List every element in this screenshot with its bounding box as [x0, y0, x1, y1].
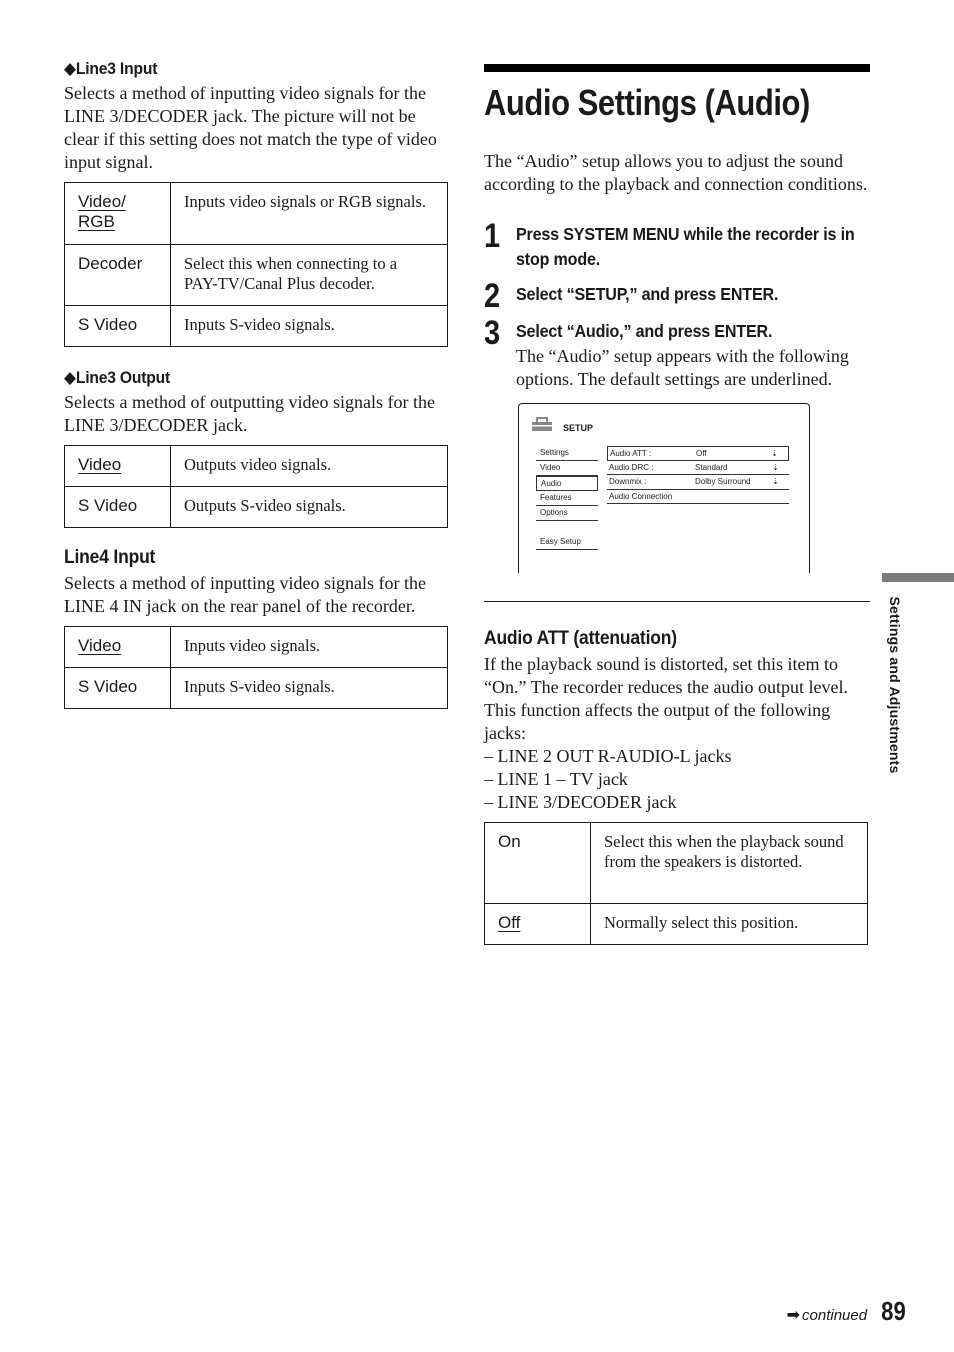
option-key: Decoder	[65, 245, 171, 306]
option-row-downmix[interactable]	[607, 475, 789, 490]
table-row	[485, 823, 868, 904]
option-key: S Video	[65, 487, 171, 528]
setup-title: SETUP	[563, 423, 594, 433]
list-item: – LINE 2 OUT R-AUDIO-L jacks	[484, 746, 732, 766]
menu-item-features[interactable]: Features	[536, 491, 598, 506]
line3-output-heading: ◆Line3 Output	[64, 368, 171, 387]
step-2	[484, 277, 870, 315]
line4-input-table	[64, 626, 448, 709]
option-key: Video	[65, 446, 171, 487]
option-desc: Outputs video signals.	[171, 446, 448, 487]
option-key: On	[485, 823, 591, 904]
option-desc: Inputs S-video signals.	[171, 668, 448, 709]
step-number: 2	[484, 277, 501, 315]
setup-toolbox-icon	[531, 416, 553, 432]
line4-input-text: Selects a method of inputting video signals for the LINE 4 IN jack on the rear panel of the recorder.	[64, 573, 426, 616]
line4-input-heading: Line4 Input	[64, 547, 156, 568]
section-side-label: Settings and Adjustments	[887, 596, 903, 774]
line3-input-text: Selects a method of inputting video signals for the LINE 3/DECODER jack. The picture will not be clear if this setting does not match the type of video input signal.	[64, 83, 437, 172]
step-3-note: The “Audio” setup appears with the following options. The default settings are underlined.	[516, 346, 849, 389]
menu-item-video[interactable]: Video	[536, 461, 598, 476]
down-arrow-icon: ⇣	[771, 449, 778, 458]
step-3	[484, 314, 870, 391]
down-arrow-icon: ⇣	[772, 462, 779, 472]
option-row-audio-att[interactable]	[607, 446, 789, 461]
jack-list	[484, 745, 870, 814]
list-item: – LINE 1 – TV jack	[484, 769, 628, 789]
audio-att-table	[484, 822, 868, 945]
left-column	[64, 58, 448, 709]
line3-output-table	[64, 445, 448, 528]
menu-item-settings[interactable]: Settings	[536, 446, 598, 461]
audio-options	[607, 446, 789, 504]
line3-input-table	[64, 182, 448, 347]
option-key: S Video	[65, 668, 171, 709]
down-arrow-icon: ⇣	[772, 477, 779, 486]
option-key: Video	[65, 627, 171, 668]
line3-output-text: Selects a method of outputting video signals for the LINE 3/DECODER jack.	[64, 392, 435, 435]
table-row	[65, 306, 448, 347]
table-row	[65, 627, 448, 668]
option-key: Video/ RGB	[65, 183, 171, 245]
option-desc: Normally select this position.	[591, 904, 868, 945]
option-value: Standard	[695, 462, 728, 472]
audio-att-text: If the playback sound is distorted, set this item to “On.” The recorder reduces the audio output level. This function affects the output of the following jacks:	[484, 654, 849, 743]
option-row-audio-connection[interactable]	[607, 490, 789, 505]
table-row	[65, 446, 448, 487]
page-title: Audio Settings (Audio)	[484, 82, 810, 123]
page-footer	[787, 1296, 908, 1327]
option-desc: Select this when the playback sound from the speakers is distorted.	[591, 823, 868, 904]
option-desc: Outputs S-video signals.	[171, 487, 448, 528]
option-value: Off	[696, 449, 707, 458]
option-desc: Select this when connecting to a PAY-TV/Canal Plus decoder.	[171, 245, 448, 306]
option-desc: Inputs S-video signals.	[171, 306, 448, 347]
step-1	[484, 217, 870, 272]
table-row	[65, 668, 448, 709]
step-number: 1	[484, 217, 501, 255]
option-label: Audio DRC :	[609, 462, 654, 472]
page-number: 89	[881, 1296, 906, 1326]
right-column	[484, 64, 870, 945]
table-row	[485, 904, 868, 945]
step-text: Select “SETUP,” and press ENTER.	[516, 284, 779, 304]
table-row	[65, 245, 448, 306]
line3-input-heading: ◆Line3 Input	[64, 59, 158, 78]
step-text: Select “Audio,” and press ENTER.	[516, 321, 773, 341]
option-key: Off	[485, 904, 591, 945]
menu-item-easy-setup[interactable]: Easy Setup	[536, 535, 598, 550]
option-label: Audio Connection	[609, 491, 673, 501]
step-number: 3	[484, 314, 501, 352]
setup-menu	[536, 446, 598, 550]
setup-screen	[518, 403, 810, 573]
step-text: Press SYSTEM MENU while the recorder is in stop mode.	[516, 224, 855, 269]
title-rule	[484, 64, 870, 72]
option-label: Downmix :	[609, 477, 647, 486]
option-key: S Video	[65, 306, 171, 347]
continued-label: continued	[802, 1307, 868, 1324]
table-row	[65, 487, 448, 528]
intro-text: The “Audio” setup allows you to adjust the sound according to the playback and connection conditions.	[484, 151, 868, 194]
list-item: – LINE 3/DECODER jack	[484, 792, 677, 812]
option-value: Dolby Surround	[695, 477, 751, 486]
menu-item-options[interactable]: Options	[536, 506, 598, 521]
table-row	[65, 183, 448, 245]
section-divider	[484, 601, 870, 602]
audio-att-heading: Audio ATT (attenuation)	[484, 628, 677, 649]
option-row-audio-drc[interactable]	[607, 461, 789, 476]
continued-arrow-icon: ➡	[786, 1307, 801, 1324]
option-label: Audio ATT :	[610, 449, 652, 458]
option-desc: Inputs video signals.	[171, 627, 448, 668]
option-desc: Inputs video signals or RGB signals.	[171, 183, 448, 245]
section-tab-marker	[882, 573, 954, 582]
menu-item-audio[interactable]: Audio	[536, 476, 598, 491]
